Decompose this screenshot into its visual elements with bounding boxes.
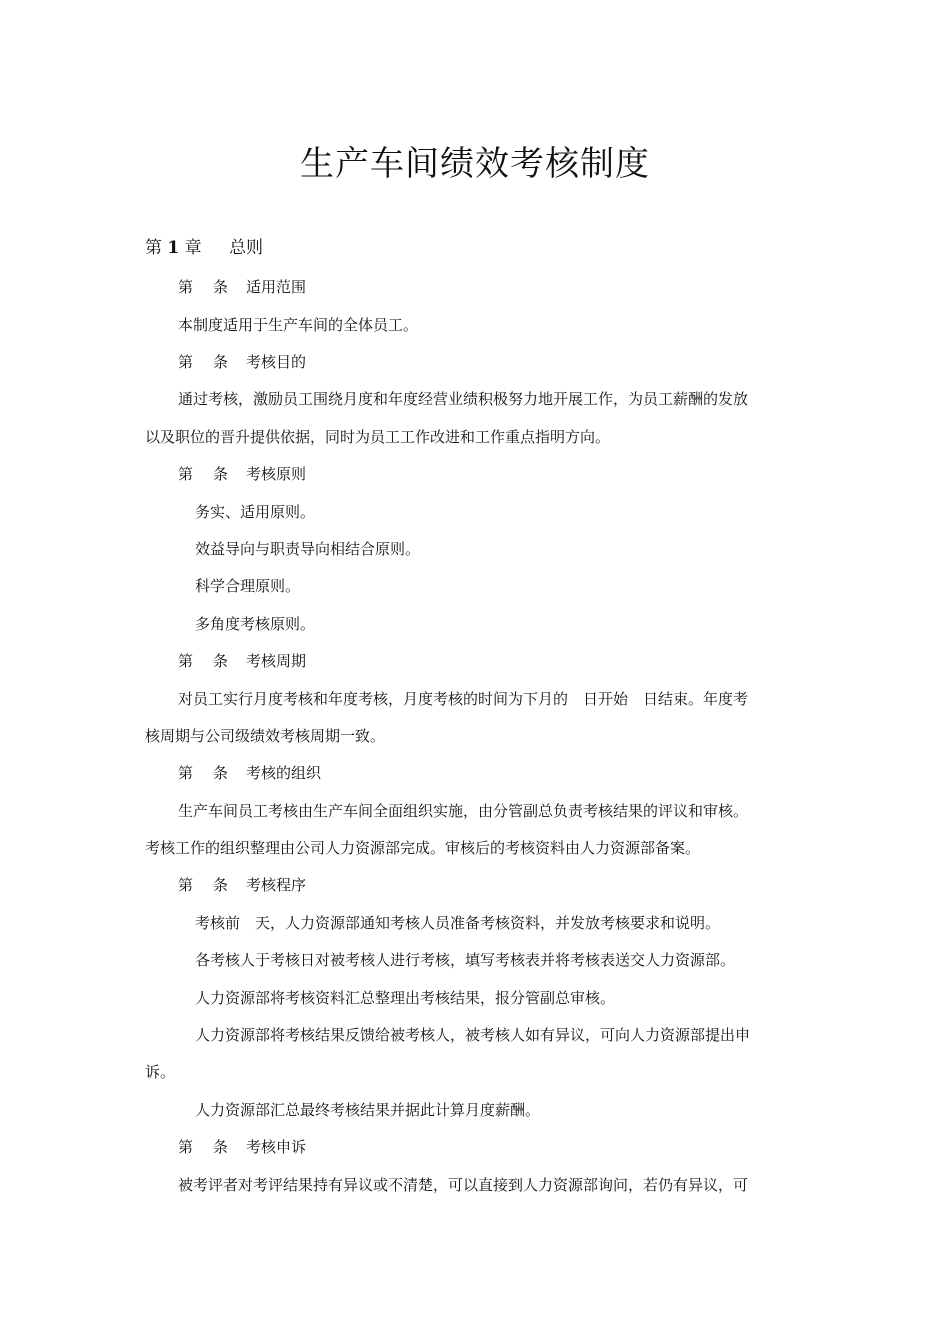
chapter-name: 总则: [229, 238, 264, 258]
paragraph-appeal-line-1: 被考评者对考评结果持有异议或不清楚，可以直接到人力资源部询问，若仍有异议，可: [178, 1176, 749, 1194]
article-suffix: 条: [213, 465, 229, 483]
article-prefix: 第: [178, 764, 194, 782]
article-title: 考核的组织: [246, 764, 322, 782]
article-title: 适用范围: [246, 278, 307, 296]
paragraph-cycle-line-2: 核周期与公司级绩效考核周期一致。: [145, 727, 386, 745]
article-title: 考核周期: [246, 652, 307, 670]
procedure-step: 各考核人于考核日对被考核人进行考核，填写考核表并将考核表送交人力资源部。: [195, 951, 736, 969]
article-prefix: 第: [178, 876, 194, 894]
article-title: 考核程序: [246, 876, 307, 894]
article-heading-procedure: [178, 874, 306, 895]
cycle-text-b: 日开始: [583, 690, 629, 708]
article-title: 考核目的: [246, 353, 307, 371]
cycle-text-c: 日结束。年度考: [643, 690, 749, 708]
paragraph-org-line-2: 考核工作的组织整理由公司人力资源部完成。审核后的考核资料由人力资源部备案。: [145, 839, 701, 857]
chapter-suffix: 章: [184, 238, 202, 258]
article-prefix: 第: [178, 1138, 194, 1156]
procedure-step: 人力资源部将考核资料汇总整理出考核结果，报分管副总审核。: [195, 989, 616, 1007]
article-heading-principles: [178, 463, 306, 484]
article-title: 考核原则: [246, 465, 307, 483]
article-heading-organization: [178, 762, 321, 783]
paragraph-purpose-line-2: 以及职位的晋升提供依据，同时为员工工作改进和工作重点指明方向。: [145, 428, 611, 446]
article-title: 考核申诉: [246, 1138, 307, 1156]
procedure-step: 人力资源部将考核结果反馈给被考核人，被考核人如有异议，可向人力资源部提出申: [195, 1026, 751, 1044]
article-heading-purpose: [178, 351, 306, 372]
principle-item: 科学合理原则。: [195, 577, 301, 595]
article-suffix: 条: [213, 764, 229, 782]
article-heading-scope: [178, 276, 306, 297]
article-heading-cycle: [178, 650, 306, 671]
article-prefix: 第: [178, 652, 194, 670]
principle-item: 效益导向与职责导向相结合原则。: [195, 540, 421, 558]
article-prefix: 第: [178, 353, 194, 371]
chapter-prefix: 第: [145, 238, 162, 258]
document-title: 生产车间绩效考核制度: [300, 144, 650, 184]
procedure-step: [195, 912, 720, 933]
procedure-text-a: 考核前: [195, 914, 241, 932]
principle-item: 多角度考核原则。: [195, 615, 316, 633]
paragraph-purpose-line-1: 通过考核，激励员工围绕月度和年度经营业绩积极努力地开展工作，为员工薪酬的发放: [178, 390, 749, 408]
chapter-heading: [145, 233, 263, 258]
article-suffix: 条: [213, 876, 229, 894]
article-prefix: 第: [178, 278, 194, 296]
cycle-text-a: 对员工实行月度考核和年度考核，月度考核的时间为下月的: [178, 690, 569, 708]
article-prefix: 第: [178, 465, 194, 483]
procedure-step: 人力资源部汇总最终考核结果并据此计算月度薪酬。: [195, 1101, 541, 1119]
paragraph-org-line-1: 生产车间员工考核由生产车间全面组织实施，由分管副总负责考核结果的评议和审核。: [178, 802, 749, 820]
article-suffix: 条: [213, 353, 229, 371]
paragraph-scope: 本制度适用于生产车间的全体员工。: [178, 316, 419, 334]
procedure-step-continuation: 诉。: [145, 1063, 176, 1081]
article-suffix: 条: [213, 278, 229, 296]
article-suffix: 条: [213, 1138, 229, 1156]
article-heading-appeal: [178, 1136, 306, 1157]
article-suffix: 条: [213, 652, 229, 670]
principle-item: 务实、适用原则。: [195, 503, 316, 521]
procedure-text-b: 天，人力资源部通知考核人员准备考核资料，并发放考核要求和说明。: [255, 914, 721, 932]
paragraph-cycle-line-1: [178, 688, 748, 709]
chapter-number: 1: [167, 238, 180, 258]
